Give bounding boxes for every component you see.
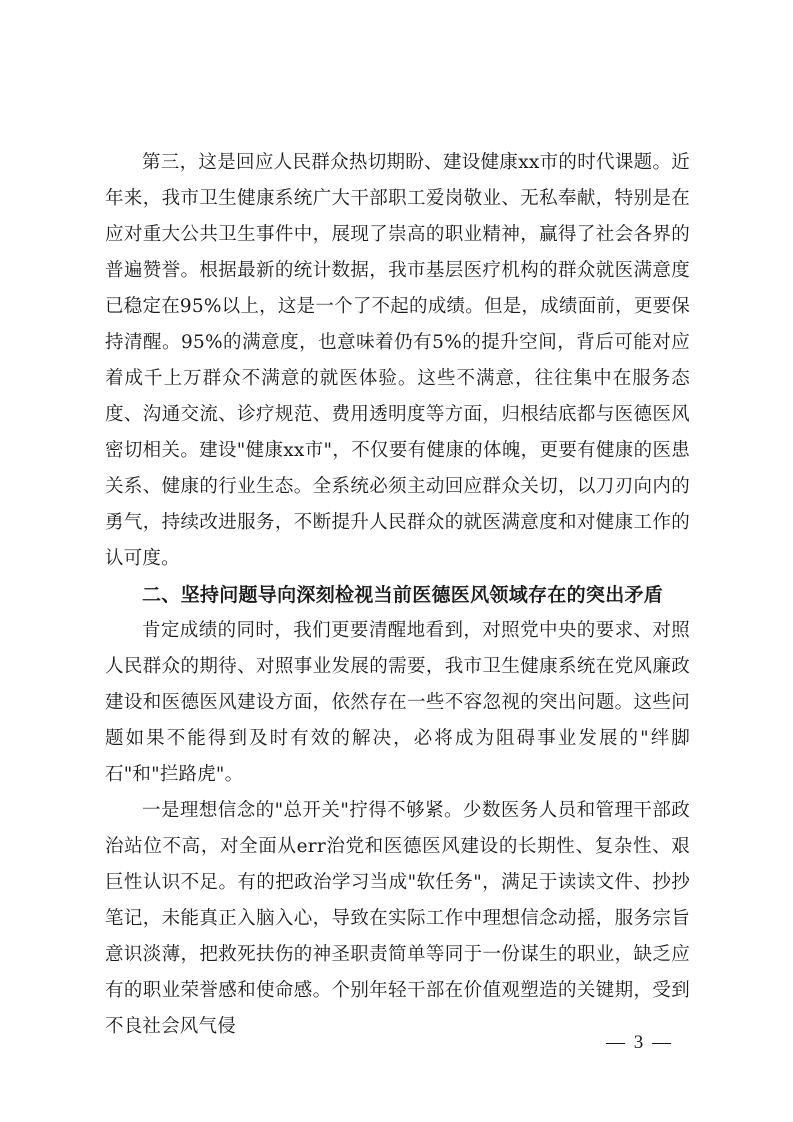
paragraph-third-point: 第三，这是回应人民群众热切期盼、建设健康xx市的时代课题。近年来，我市卫生健康系统广大干部职工爱岗敬业、无私奉献，特别是在应对重大公共卫生事件中，展现了崇高的职业精神，赢得了社会各界的普遍赞誉。根据最新的统计数据，我市基层医疗机构的群众就医满意度已稳定在95%以上，这是一个了不起的成绩。但是，成绩面前，更要保持清醒。95%的满意度，也意味着仍有5%的提升空间，背后可能对应着成千上万群众不满意的就医体验。这些不满意，往往集中在服务态度、沟通交流、诊疗规范、费用透明度等方面，归根结底都与医德医风密切相关。建设"健康xx市"，不仅要有健康的体魄，更要有健康的医患关系、健康的行业生态。全系统必须主动回应群众关切，以刀刃向内的勇气，持续改进服务，不断提升人民群众的就医满意度和对健康工作的认可度。 <box>105 152 690 569</box>
paragraph-affirm-achievements: 肯定成绩的同时，我们更要清醒地看到，对照党中央的要求、对照人民群众的期待、对照事业发展的需要，我市卫生健康系统在党风廉政建设和医德医风建设方面，依然存在一些不容忽视的突出问题。这些问题如果不能得到及时有效的解决，必将成为阻碍事业发展的"绊脚石"和"拦路虎"。 <box>105 620 690 785</box>
paragraph-ideals-beliefs: 一是理想信念的"总开关"拧得不够紧。少数医务人员和管理干部政治站位不高，对全面从err治党和医德医风建设的长期性、复杂性、艰巨性认识不足。有的把政治学习当成"软任务"，满足于读读文件、抄抄笔记，未能真正入脑入心，导致在实际工作中理想信念动摇，服务宗旨意识淡薄，把救死扶伤的神圣职责简单等同于一份谋生的职业，缺乏应有的职业荣誉感和使命感。个别年轻干部在价值观塑造的关键期，受到不良社会风气侵 <box>105 800 690 1037</box>
page-number: — 3 — <box>606 1032 673 1053</box>
section-heading-two: 二、坚持问题导向深刻检视当前医德医风领域存在的突出矛盾 <box>142 584 664 606</box>
document-page <box>105 145 690 1045</box>
